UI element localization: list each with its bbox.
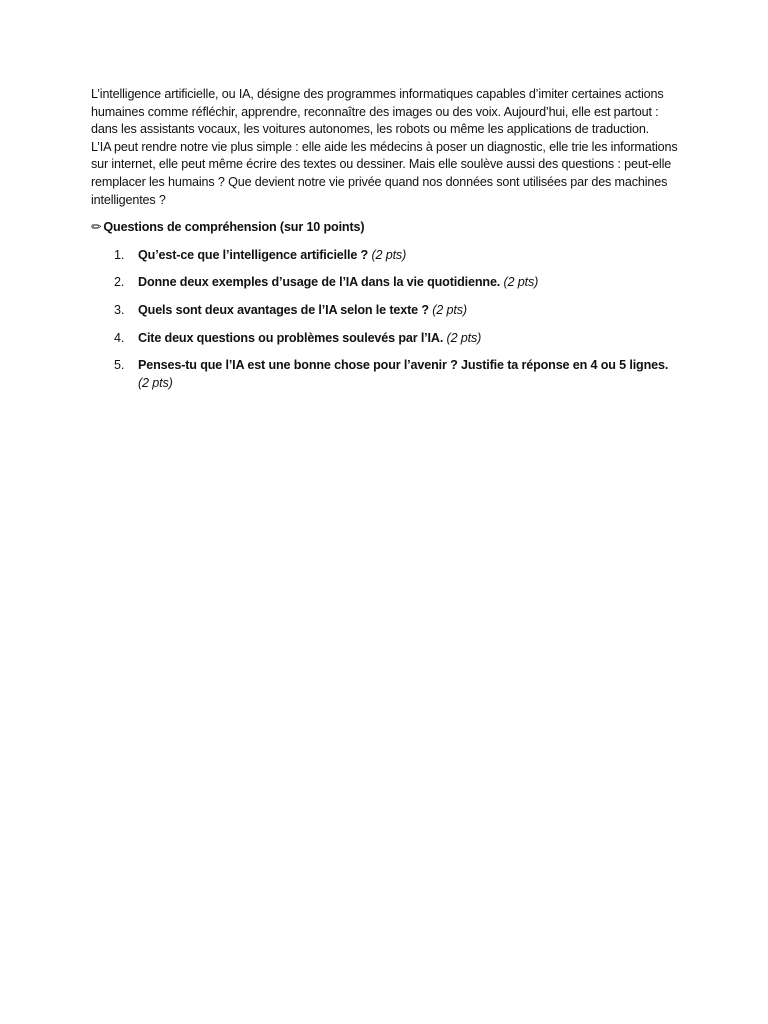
question-points: (2 pts) bbox=[371, 247, 407, 262]
question-number: 5. bbox=[114, 358, 125, 373]
document-body bbox=[91, 86, 681, 402]
question-item bbox=[91, 247, 681, 265]
question-text: Penses-tu que l’IA est une bonne chose pour l’avenir ? Justifie ta réponse en 4 ou 5 lignes. bbox=[138, 358, 669, 373]
question-number: 2. bbox=[114, 275, 125, 290]
questions-heading bbox=[91, 219, 681, 237]
question-number: 3. bbox=[114, 302, 125, 317]
pencil-icon: ✏ bbox=[91, 220, 102, 235]
question-points: (2 pts) bbox=[446, 330, 482, 345]
question-points: (2 pts) bbox=[432, 302, 467, 317]
question-points: (2 pts) bbox=[138, 375, 173, 390]
question-item bbox=[91, 357, 681, 392]
questions-list bbox=[91, 247, 681, 393]
question-item bbox=[91, 330, 681, 348]
question-number: 4. bbox=[114, 330, 125, 345]
questions-heading-text: Questions de compréhension (sur 10 points) bbox=[103, 220, 365, 235]
question-points: (2 pts) bbox=[503, 275, 539, 290]
second-paragraph: L’IA peut rendre notre vie plus simple : elle aide les médecins à poser un diagnostic, elle trie les informations sur internet, elle peut même écrire des textes ou dessiner. Mais elle soulève aussi des questions : peut-elle remplacer les humains ? Que devient notre vie privée quand nos données sont utilisées par des machines intelligentes ? bbox=[91, 139, 678, 207]
intro-paragraph: L’intelligence artificielle, ou IA, désigne des programmes informatiques capables d’imiter certaines actions humaines comme réfléchir, apprendre, reconnaître des images ou des voix. Aujourd’hui, elle est partout : dans les assistants vocaux, les voitures autonomes, les robots ou même les applications de traduction. bbox=[91, 87, 664, 137]
question-text: Donne deux exemples d’usage de l’IA dans la vie quotidienne. bbox=[138, 275, 501, 290]
question-number: 1. bbox=[114, 247, 125, 262]
question-text: Cite deux questions ou problèmes soulevés par l’IA. bbox=[138, 330, 444, 345]
question-text: Quels sont deux avantages de l’IA selon le texte ? bbox=[138, 302, 429, 317]
question-item bbox=[91, 274, 681, 292]
question-item bbox=[91, 302, 681, 320]
question-text: Qu’est-ce que l’intelligence artificielle ? bbox=[138, 247, 369, 262]
